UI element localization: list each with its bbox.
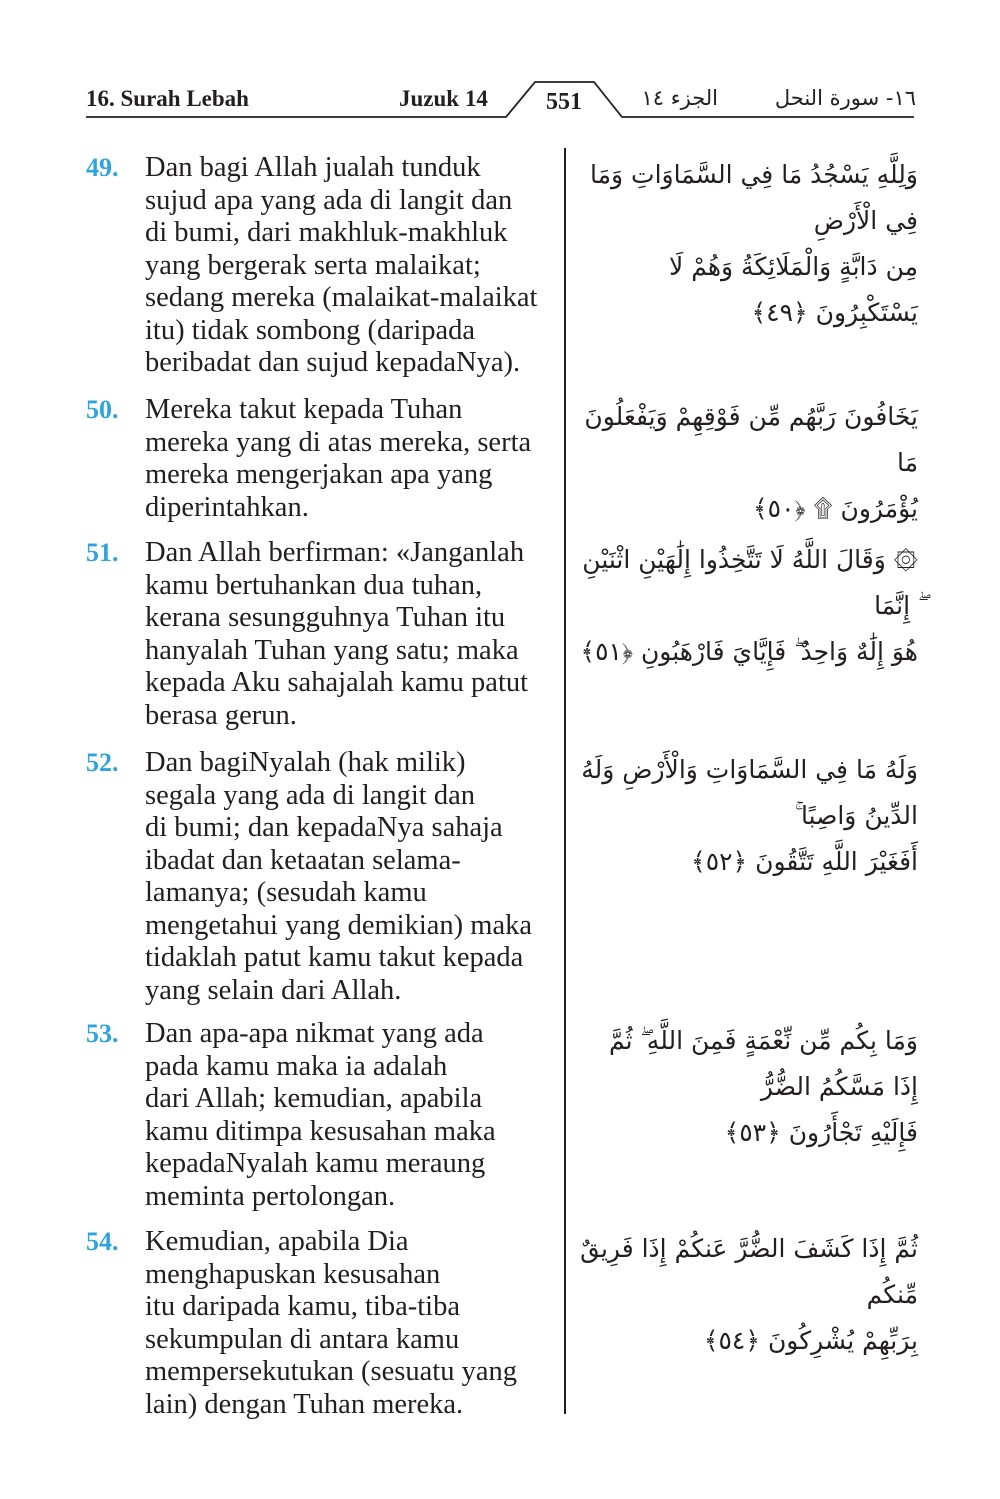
verse-translation: Dan bagiNyalah (hak milik) segala yang ada di langit dan di bumi; dan kepadaNya sahaja ibadat dan ketaatan selama- lamanya; (sesudah kamu mengetahui yang demikian) maka tidaklah patut kamu takut kepada yang selain dari Allah. [145, 747, 532, 1006]
verse-arabic: وَلَهُ مَا فِي السَّمَاوَاتِ وَالْأَرْضِ وَلَهُ الدِّينُ وَاصِبًا ۚ أَفَغَيْرَ اللَّهِ تَتَّقُونَ ﴿٥٢﴾ [581, 755, 918, 876]
verse-arabic: وَلِلَّهِ يَسْجُدُ مَا فِي السَّمَاوَاتِ وَمَا فِي الْأَرْضِ مِن دَابَّةٍ وَالْمَلَائِكَةُ وَهُمْ لَا يَسْتَكْبِرُونَ ﴿٤٩﴾ [590, 160, 918, 327]
verse-number: 54. [86, 1227, 119, 1256]
verse-translation: Dan bagi Allah jualah tunduk sujud apa yang ada di langit dan di bumi, dari makhluk-makhluk yang bergerak serta malaikat; sedang mereka (malaikat-malaikat itu) tidak sombong (daripada beribadat dan sujud kepadaNya). [145, 152, 538, 378]
juzuk-label: Juzuk 14 [399, 86, 488, 111]
page-header [0, 0, 1000, 130]
verse-translation: Dan Allah berfirman: «Janganlah kamu bertuhankan dua tuhan, kerana sesungguhnya Tuhan itu hanyalah Tuhan yang satu; maka kepada Aku sahajalah kamu patut berasa gerun. [145, 537, 529, 731]
verse-number: 49. [86, 153, 119, 182]
verse-number: 53. [86, 1019, 119, 1048]
page-number: 551 [546, 89, 582, 115]
verse-number: 50. [86, 395, 119, 424]
verse-number: 51. [86, 538, 119, 567]
column-divider [564, 148, 566, 1414]
verse-arabic: ۞ وَقَالَ اللَّهُ لَا تَتَّخِذُوا إِلَٰهَيْنِ اثْنَيْنِ ۖ إِنَّمَا هُوَ إِلَٰهٌ وَاحِدٌ ۖ فَإِيَّايَ فَارْهَبُونِ ﴿٥١﴾ [580, 545, 918, 666]
surah-arabic: ١٦- سورة النحل [774, 86, 916, 110]
verse-number: 52. [86, 748, 119, 777]
juz-arabic: الجزء ١٤ [641, 86, 718, 110]
verse-arabic: ثُمَّ إِذَا كَشَفَ الضُّرَّ عَنكُمْ إِذَا فَرِيقٌ مِّنكُم بِرَبِّهِمْ يُشْرِكُونَ ﴿٥٤﴾ [580, 1234, 918, 1355]
verse-translation: Kemudian, apabila Dia menghapuskan kesusahan itu daripada kamu, tiba-tiba sekumpulan di antara kamu mempersekutukan (sesuatu yang lain) dengan Tuhan mereka. [145, 1226, 517, 1420]
verse-translation: Mereka takut kepada Tuhan mereka yang di atas mereka, serta mereka mengerjakan apa yang diperintahkan. [145, 394, 532, 523]
verse-translation: Dan apa-apa nikmat yang ada pada kamu maka ia adalah dari Allah; kemudian, apabila kamu ditimpa kesusahan maka kepadaNyalah kamu meraung meminta pertolongan. [145, 1018, 496, 1212]
verse-arabic: وَمَا بِكُم مِّن نِّعْمَةٍ فَمِنَ اللَّهِ ۖ ثُمَّ إِذَا مَسَّكُمُ الضُّرُّ فَإِلَيْهِ تَجْأَرُونَ ﴿٥٣﴾ [609, 1026, 918, 1147]
surah-title: 16. Surah Lebah [86, 86, 249, 111]
verse-arabic: يَخَافُونَ رَبَّهُم مِّن فَوْقِهِمْ وَيَفْعَلُونَ مَا يُؤْمَرُونَ ۩ ﴿٥٠﴾ [584, 402, 918, 523]
